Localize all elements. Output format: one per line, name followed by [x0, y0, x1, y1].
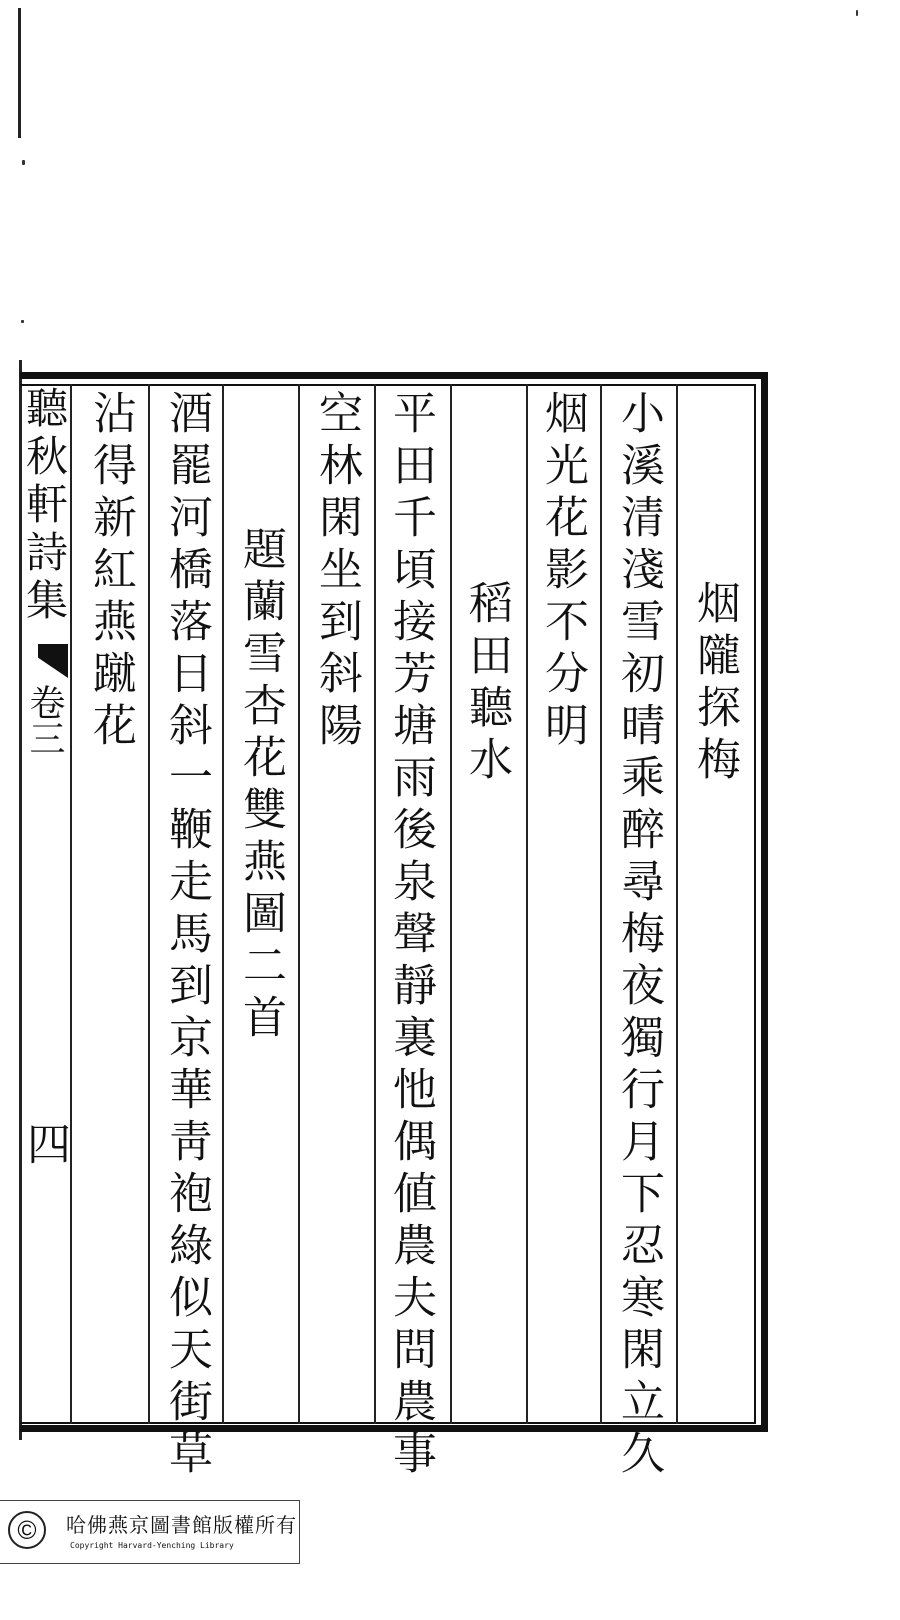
column-rule: [600, 384, 602, 1424]
book-margin-column: [18, 386, 70, 1416]
poem-line: 酒罷河橋落日斜一鞭走馬到京華靑袍綠似天街草: [161, 390, 212, 1482]
scan-speck: [22, 160, 25, 165]
scan-speck: [21, 320, 24, 323]
book-title: 聽秋軒詩集: [20, 386, 69, 626]
copyright-stamp: [0, 1500, 300, 1564]
gutter-edge-line: [18, 8, 21, 138]
poem-title: 稻田聽水: [461, 580, 512, 788]
column-rule: [298, 384, 300, 1424]
poem-title: 烟隴探梅: [689, 580, 740, 788]
copyright-icon: ©: [8, 1511, 46, 1549]
page-number: 四: [19, 1121, 70, 1165]
poem-line: 小溪清淺雪初晴乘醉尋梅夜獨行月下忍寒閑立久: [613, 390, 664, 1482]
poem-title: 題蘭雪杏花雙燕圖二首: [235, 526, 286, 1046]
column-rule: [148, 384, 150, 1424]
poem-line: 烟光花影不分明: [537, 390, 588, 754]
poem-line: 空林閑坐到斜陽: [311, 390, 362, 754]
poem-line: 平田千頃接芳塘雨後泉聲靜裏忚偶値農夫問農事: [385, 390, 436, 1482]
column-rule: [526, 384, 528, 1424]
column-rule: [450, 384, 452, 1424]
column-rule: [70, 384, 72, 1424]
column-rule: [374, 384, 376, 1424]
copyright-text-english: Copyright Harvard-Yenching Library: [70, 1541, 234, 1550]
copyright-text-chinese: 哈佛燕京圖書館版權所有: [66, 1513, 297, 1537]
poem-line: 沾得新紅燕蹴花: [85, 390, 136, 754]
column-rule: [676, 384, 678, 1424]
column-rule: [222, 384, 224, 1424]
fishtail-mark: [38, 644, 68, 678]
scan-speck: [856, 10, 858, 16]
volume-label: 卷三: [24, 684, 65, 756]
